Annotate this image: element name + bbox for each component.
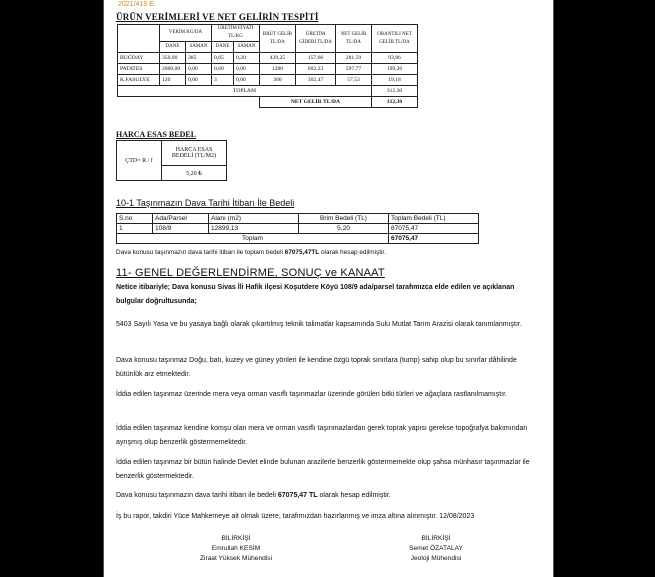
cell: 439,25	[260, 53, 296, 64]
section-conclusion-title: 11- GENEL DEĞERLENDİRME, SONUÇ ve KANAAT	[116, 267, 385, 279]
signature-role: Jeoloji Mühendisi	[410, 555, 462, 562]
header-ada-parsel: Ada/Parsel	[153, 214, 209, 224]
cell: 302,47	[296, 75, 336, 86]
crop-name: BUĞDAY	[118, 53, 160, 64]
table-row	[118, 75, 418, 86]
section-harca-title: HARCA ESAS BEDEL	[116, 130, 197, 139]
harca-value: 5,20 ₺	[162, 166, 227, 181]
signature-left	[176, 534, 296, 564]
cell: 0,00	[186, 75, 212, 86]
header-verim: VERİM KG/DA	[160, 25, 212, 42]
crop-name: PATATES	[118, 64, 160, 75]
cell: 0,00	[186, 64, 212, 75]
cell: 120	[160, 75, 186, 86]
cell: 67075,47	[389, 224, 479, 234]
harca-header: HARCA ESAS BEDELİ (TL/M2)	[162, 141, 227, 166]
total-row	[118, 86, 418, 97]
cell: 19,18	[372, 75, 418, 86]
cell: 0,20	[234, 53, 260, 64]
crop-name: K.FASULYE	[118, 75, 160, 86]
harca-formula: ÇTD= R / f	[117, 141, 162, 181]
cell: 1	[117, 224, 153, 234]
net-income-label: NET GELİR TL/DA	[260, 97, 372, 108]
paragraph-3: İddia edilen taşınmaz üzerinde mera veya orman vasıflı taşınmazlar üzerinde görülen bitki türleri ve ağaçlara rastlanılmamıştır.	[116, 391, 508, 398]
signature-title: BİLİRKİŞİ	[221, 535, 251, 542]
net-income-value: 312,30	[372, 97, 418, 108]
total-row	[117, 234, 479, 244]
header-gider: ÜRETİM GİDERİ TL/DA	[296, 25, 336, 53]
value-table-header	[117, 214, 479, 224]
paragraph-1: 5403 Sayılı Yasa ve bu yasaya bağlı olarak çıkartılmış teknik talimatlar kapsamında Sulu Mutlat Tarım Arazisi olarak tanımlanmıştır.	[116, 321, 522, 328]
signature-title: BİLİRKİŞİ	[421, 535, 451, 542]
cell: 2000,00	[160, 64, 186, 75]
value-note: Dava konusu taşınmazın dava tarihi itibarı ile toplam bedeli 67075,47TL olarak hesap edilmiştir.	[116, 249, 386, 256]
header-sno: S.no	[117, 214, 153, 224]
total-value: 67075,47	[389, 234, 479, 244]
intro-paragraph: Netice itibariyle; Dava konusu Sivas İli Hafik ilçesi Koşutdere Köyü 108/9 ada/parsel tarafımızca elde edilen ve açıklanan bulgular doğrultusunda;	[116, 284, 515, 305]
net-income-row	[118, 97, 418, 108]
section-yield-title: ÜRÜN VERİMLERİ VE NET GELİRİN TESPİTİ	[116, 12, 319, 22]
header-alan: Alanı (m2)	[209, 214, 299, 224]
header-orantili: ORANTILI NET GELİR TL/DA	[372, 25, 418, 53]
signature-role: Ziraat Yüksek Mühendisi	[199, 555, 273, 562]
cell: 199,26	[372, 64, 418, 75]
section-value-title: 10-1 Taşınmazın Dava Tarihi İtibarı İle Bedeli	[116, 198, 295, 208]
cell: 602,23	[296, 64, 336, 75]
paragraph-5: İddia edilen taşınmaz bir bütün halinde Devlet elinde bulunan arazilerle benzerlik göstermemekte olup şahsa münhasır taşınmazlar ile benzerlik göstermektedir.	[116, 459, 530, 480]
table-row	[117, 224, 479, 234]
cell: 0,00	[234, 75, 260, 86]
header-dane-2: DANE	[212, 42, 234, 53]
cell: 360	[260, 75, 296, 86]
header-birim-bedel: Brim Bedeli (TL)	[299, 214, 389, 224]
cell: 0,65	[212, 53, 234, 64]
total-value: 312,30	[372, 86, 418, 97]
header-saman-2: SAMAN	[234, 42, 260, 53]
header-saman: SAMAN	[186, 42, 212, 53]
table-row	[118, 64, 418, 75]
paragraph-2: Dava konusu taşınmaz Doğu, batı, kuzey ve güney yönleri ile kendine özgü toprak sınırlara (tump) sahip olup bu sınırlar dâhilinde bütünlük arz etmektedir.	[116, 357, 517, 378]
blank-cell	[118, 97, 260, 108]
total-label: TOPLAM	[118, 86, 372, 97]
cell: 0,60	[212, 64, 234, 75]
header-brut: BRÜT GELİR TL/DA	[260, 25, 296, 53]
header-net: NET GELİR TL/DA	[336, 25, 372, 53]
cell: 385	[186, 53, 212, 64]
cell: 1200	[260, 64, 296, 75]
left-black-gutter	[0, 0, 102, 577]
header-uretim-fiyati: ÜRETİM FİYATI TL/KG	[212, 25, 260, 42]
paragraph-4: İddia edilen taşınmaz kendine komşu olan mera ve orman vasıflı taşınmazlardan gerek toprak yapısı gerekse topoğrafya bakımından ayrışmış olup benzerlik göstermemektedir.	[116, 425, 528, 446]
cell: 12899,13	[209, 224, 299, 234]
signature-name: Emrullah KESİM	[211, 545, 261, 552]
total-label: Toplam	[117, 234, 389, 244]
harca-table	[116, 140, 227, 181]
document-page[interactable]	[103, 0, 554, 577]
paragraph-6: Dava konusu taşınmazın dava tarihi itibarı ile bedeli 67075,47 TL olarak hesap edilmiştir.	[116, 492, 391, 499]
right-black-gutter	[552, 0, 655, 577]
cell: 597,77	[336, 64, 372, 75]
file-reference-number: 2021/419 E.	[118, 1, 156, 8]
header-dane: DANE	[160, 42, 186, 53]
cell: 93,86	[372, 53, 418, 64]
cell: 157,66	[296, 53, 336, 64]
cell: 108/9	[153, 224, 209, 234]
signature-right	[376, 534, 496, 564]
cell: 281,59	[336, 53, 372, 64]
signature-name: Semet ÖZATALAY	[409, 545, 463, 552]
header-toplam-bedel: Toplam Bedeli (TL)	[389, 214, 479, 224]
table-row	[118, 53, 418, 64]
yield-table-corner	[118, 25, 160, 53]
cell: 3	[212, 75, 234, 86]
cell: 57,53	[336, 75, 372, 86]
cell: 350,00	[160, 53, 186, 64]
cell: 5,20	[299, 224, 389, 234]
yield-income-table	[117, 24, 418, 108]
paragraph-7: İş bu rapor, takdiri Yüce Mahkemeye ait olmak üzere, tarafımızdan hazırlanmış ve imza altına alınmıştır. 12/08/2023	[116, 513, 475, 520]
cell: 0,00	[234, 64, 260, 75]
value-table	[116, 213, 479, 244]
